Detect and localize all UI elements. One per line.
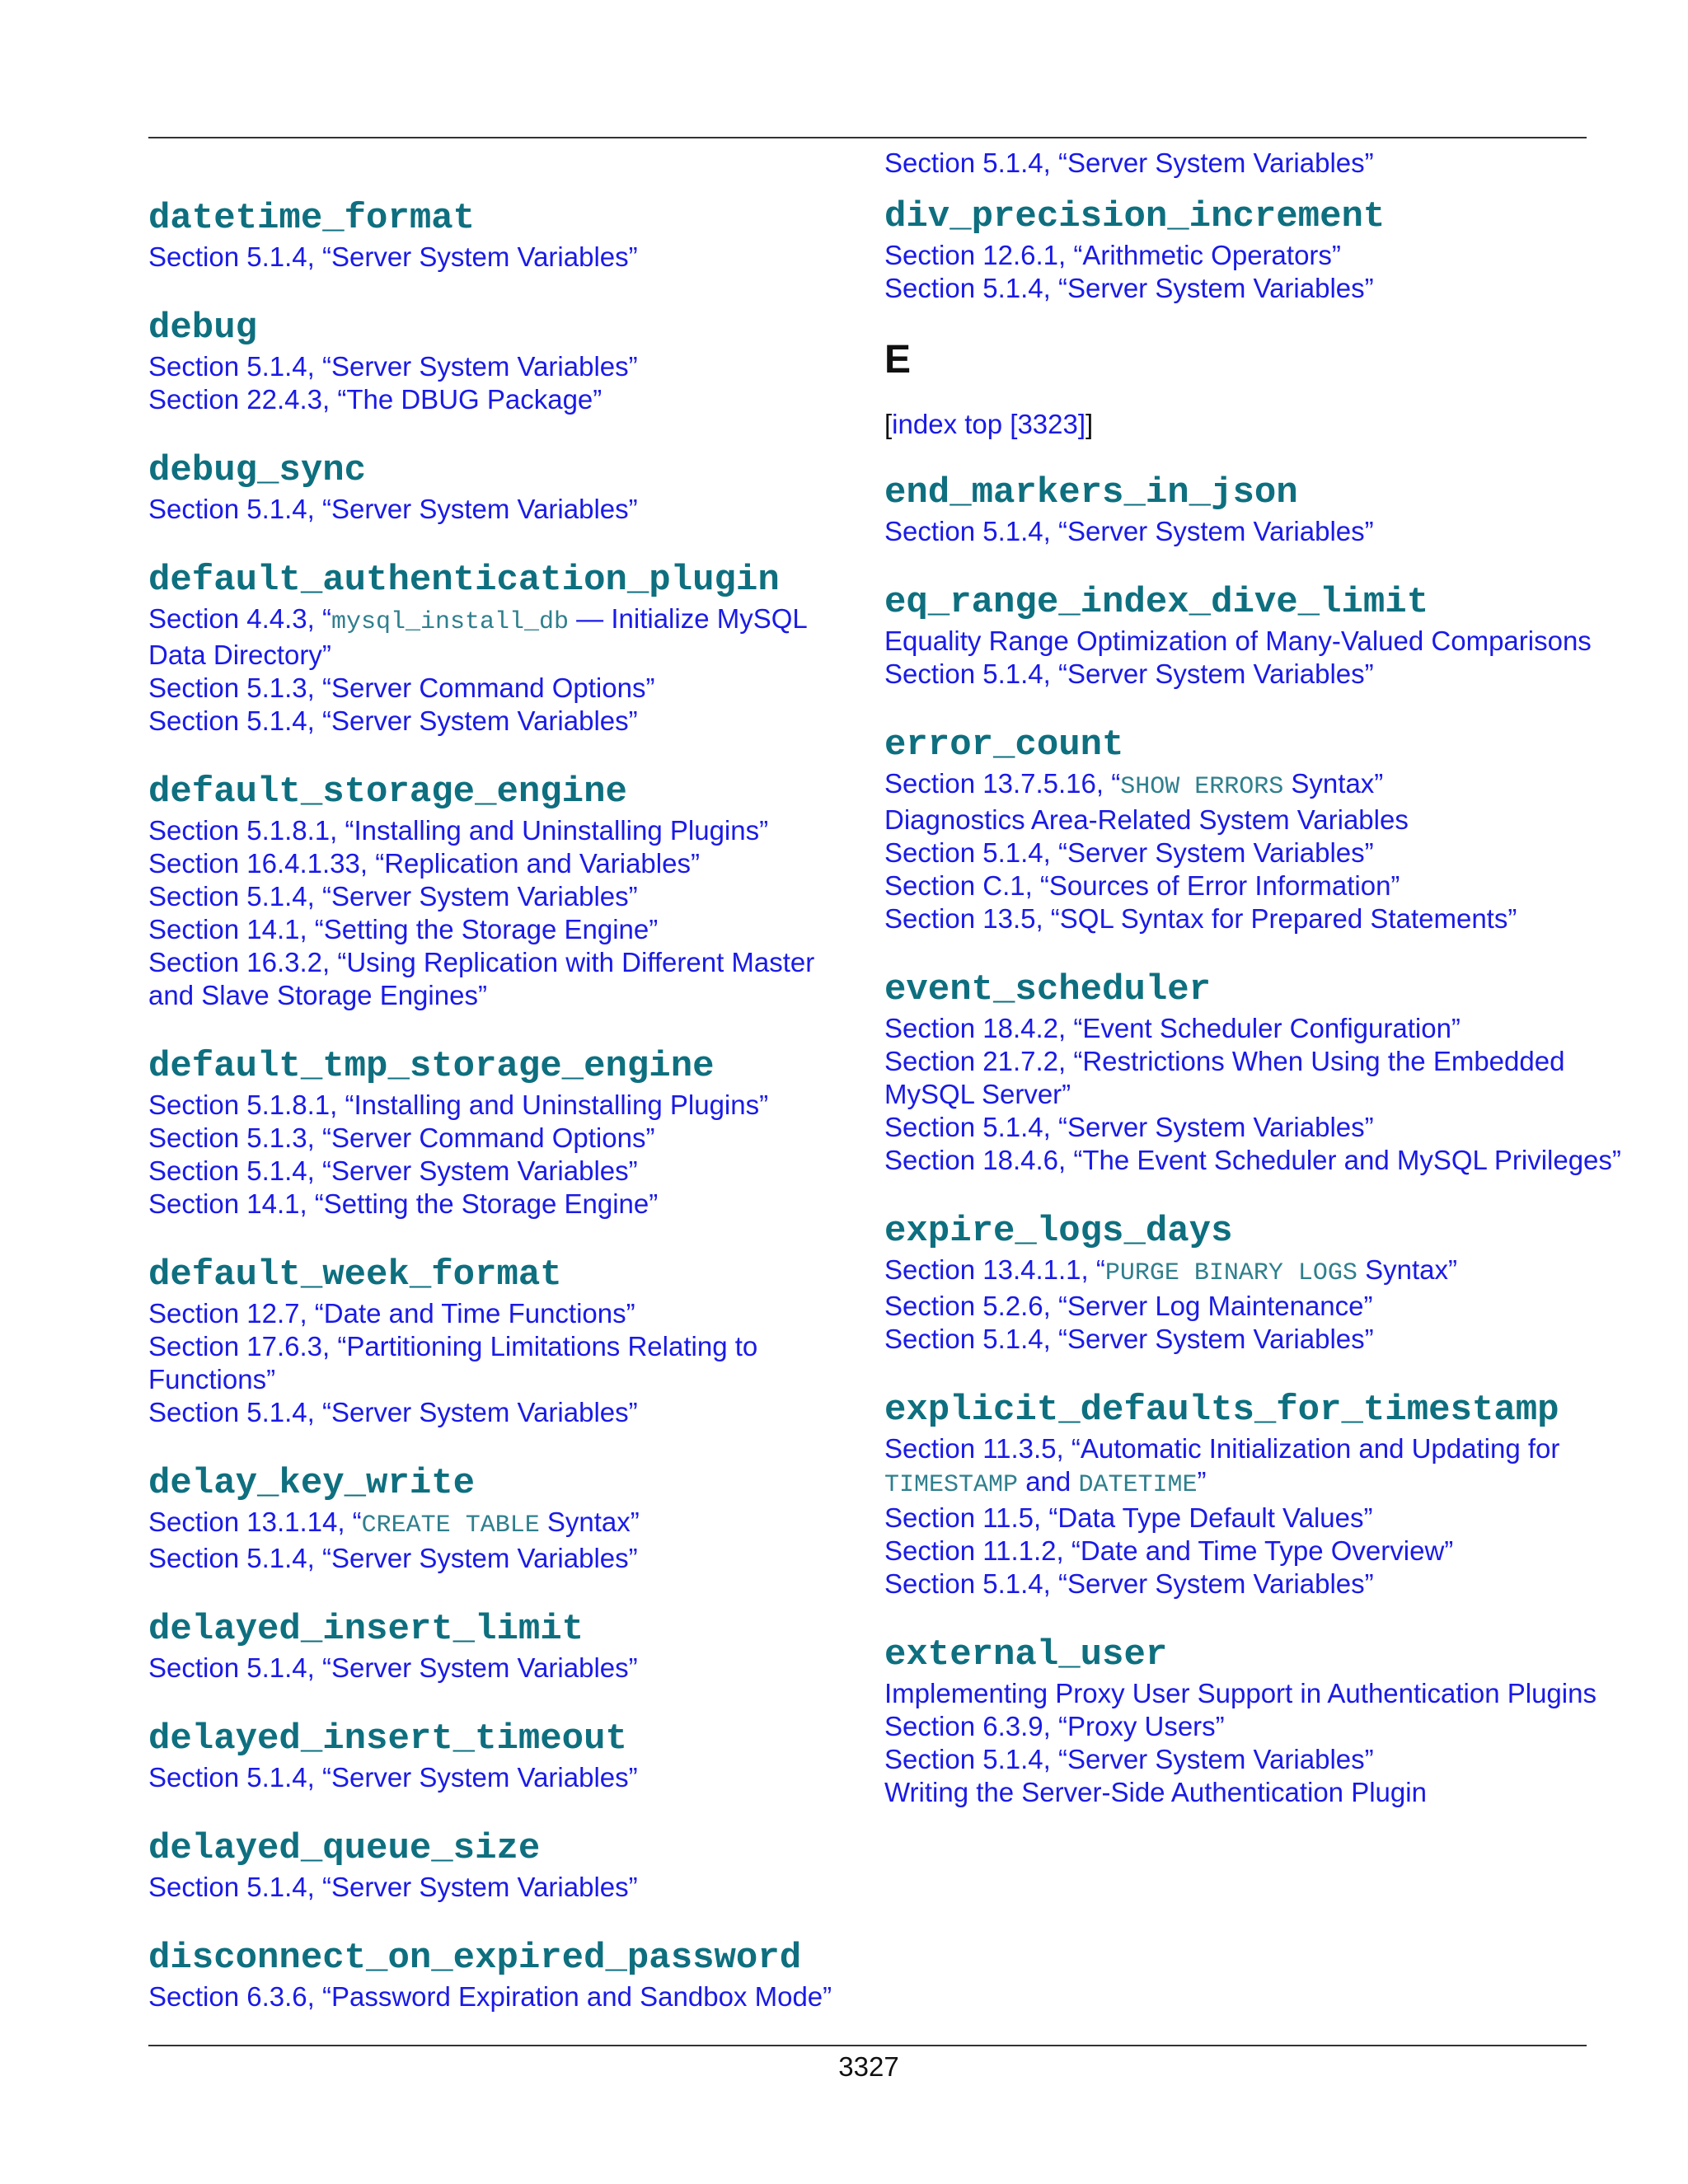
index-reference-link[interactable] bbox=[884, 1111, 1626, 1144]
index-reference-link[interactable] bbox=[148, 913, 857, 946]
index-nav-close-bracket: ] bbox=[1085, 409, 1094, 439]
reference-text: Syntax” bbox=[1357, 1254, 1457, 1285]
reference-text: Section 5.1.3, “Server Command Options” bbox=[148, 673, 655, 703]
index-column-left bbox=[148, 196, 857, 2046]
reference-text: Section 14.1, “Setting the Storage Engine” bbox=[148, 1188, 659, 1219]
reference-text: and bbox=[1018, 1466, 1079, 1497]
index-term: explicit_defaults_for_timestamp bbox=[884, 1390, 1559, 1431]
index-reference-link[interactable] bbox=[148, 1155, 857, 1188]
code-literal: PURGE BINARY LOGS bbox=[1104, 1259, 1357, 1287]
index-reference-link[interactable] bbox=[884, 515, 1626, 548]
index-term: disconnect_on_expired_password bbox=[148, 1938, 802, 1979]
reference-text: Section 5.1.4, “Server System Variables” bbox=[148, 1762, 638, 1793]
index-entry bbox=[148, 1461, 857, 1575]
index-reference-link[interactable] bbox=[148, 241, 857, 274]
code-literal: mysql_install_db bbox=[331, 608, 570, 636]
reference-text: Section 22.4.3, “The DBUG Package” bbox=[148, 384, 603, 415]
index-entry bbox=[148, 770, 857, 1012]
reference-text: Section 16.4.1.33, “Replication and Variables” bbox=[148, 848, 700, 879]
index-reference-link[interactable] bbox=[884, 1677, 1626, 1710]
index-reference-link[interactable] bbox=[884, 272, 1626, 305]
reference-text: Section 13.1.14, “ bbox=[148, 1507, 362, 1537]
index-term: default_authentication_plugin bbox=[148, 560, 780, 601]
reference-text: Section 18.4.2, “Event Scheduler Configuration” bbox=[884, 1013, 1461, 1043]
index-reference-link[interactable] bbox=[148, 602, 857, 672]
index-reference-link[interactable] bbox=[884, 1254, 1626, 1290]
index-top-nav bbox=[884, 408, 1626, 441]
reference-text: Diagnostics Area-Related System Variables bbox=[884, 804, 1409, 835]
index-entry bbox=[884, 471, 1626, 548]
index-reference-link[interactable] bbox=[884, 1290, 1626, 1323]
index-entry bbox=[148, 448, 857, 526]
index-term: delayed_insert_limit bbox=[148, 1609, 584, 1650]
index-reference-link[interactable] bbox=[884, 1502, 1626, 1535]
index-reference-link[interactable] bbox=[884, 1144, 1626, 1177]
index-reference-link[interactable] bbox=[148, 1506, 857, 1542]
reference-text: Section 5.1.4, “Server System Variables” bbox=[148, 705, 638, 736]
reference-text: Section 6.3.6, “Password Expiration and Sandbox Mode” bbox=[148, 1981, 832, 2012]
index-reference-link[interactable] bbox=[148, 946, 857, 1012]
index-reference-link[interactable] bbox=[884, 869, 1626, 902]
index-reference-link[interactable] bbox=[148, 1542, 857, 1575]
index-reference-link[interactable] bbox=[884, 1776, 1626, 1809]
index-nav-open-bracket: [ bbox=[884, 409, 893, 439]
code-literal: TIMESTAMP bbox=[884, 1471, 1019, 1499]
footer-rule bbox=[148, 2045, 1587, 2046]
index-reference-link[interactable] bbox=[884, 767, 1626, 804]
reference-text: Section 12.6.1, “Arithmetic Operators” bbox=[884, 240, 1341, 270]
index-entry bbox=[884, 1633, 1626, 1809]
reference-text: Section 5.1.8.1, “Installing and Uninstalling Plugins” bbox=[148, 815, 769, 846]
index-term: expire_logs_days bbox=[884, 1211, 1233, 1252]
index-reference-link[interactable] bbox=[148, 1652, 857, 1685]
index-entry bbox=[148, 1607, 857, 1685]
index-column-right bbox=[884, 148, 1626, 1841]
index-entry bbox=[148, 196, 857, 274]
index-reference-link[interactable] bbox=[884, 239, 1626, 272]
index-entry bbox=[148, 306, 857, 416]
reference-text: Section 14.1, “Setting the Storage Engine” bbox=[148, 914, 659, 944]
index-reference-link[interactable] bbox=[884, 1535, 1626, 1568]
index-entry bbox=[148, 1936, 857, 2013]
reference-text: Section 18.4.6, “The Event Scheduler and MySQL Privileges” bbox=[884, 1145, 1621, 1175]
index-reference-link[interactable] bbox=[148, 672, 857, 705]
reference-text: ” bbox=[1197, 1466, 1207, 1497]
reference-text: Section 4.4.3, “ bbox=[148, 603, 331, 634]
index-entry bbox=[884, 723, 1626, 935]
index-entry bbox=[148, 1253, 857, 1429]
page-number: 3327 bbox=[838, 2051, 899, 2082]
index-reference-link[interactable] bbox=[884, 837, 1626, 869]
reference-text: Writing the Server-Side Authentication Plugin bbox=[884, 1777, 1427, 1807]
index-reference-link[interactable] bbox=[884, 1323, 1626, 1356]
reference-text: Section 13.5, “SQL Syntax for Prepared Statements” bbox=[884, 903, 1517, 934]
index-reference-link[interactable] bbox=[884, 1432, 1626, 1502]
reference-text: Section 5.1.4, “Server System Variables” bbox=[884, 1324, 1374, 1354]
index-reference-link[interactable] bbox=[148, 1396, 857, 1429]
index-term: default_storage_engine bbox=[148, 771, 627, 813]
reference-text: Section 5.1.4, “Server System Variables” bbox=[148, 881, 638, 912]
index-reference-link[interactable] bbox=[148, 847, 857, 880]
index-reference-link[interactable] bbox=[884, 147, 1626, 180]
reference-text: Section 5.1.8.1, “Installing and Uninstalling Plugins” bbox=[148, 1090, 769, 1120]
reference-text: Section 6.3.9, “Proxy Users” bbox=[884, 1711, 1225, 1741]
reference-text: Section 5.1.4, “Server System Variables” bbox=[148, 1155, 638, 1186]
reference-text: Section 12.7, “Date and Time Functions” bbox=[148, 1298, 635, 1329]
index-term: default_week_format bbox=[148, 1254, 562, 1296]
continued-entry bbox=[884, 147, 1626, 180]
index-entry bbox=[884, 968, 1626, 1177]
code-literal: SHOW ERRORS bbox=[1120, 773, 1284, 801]
reference-text: — Initialize MySQL Data Directory” bbox=[148, 603, 807, 670]
index-reference-link[interactable] bbox=[884, 1568, 1626, 1601]
index-term: eq_range_index_dive_limit bbox=[884, 582, 1429, 623]
index-reference-link[interactable] bbox=[884, 902, 1626, 935]
index-entry bbox=[148, 1826, 857, 1904]
index-reference-link[interactable] bbox=[884, 1743, 1626, 1776]
index-reference-link[interactable] bbox=[148, 1761, 857, 1794]
index-reference-link[interactable] bbox=[884, 625, 1626, 658]
reference-text: Section C.1, “Sources of Error Information” bbox=[884, 870, 1400, 901]
index-term: delayed_queue_size bbox=[148, 1828, 541, 1869]
index-term: delay_key_write bbox=[148, 1463, 476, 1504]
reference-text: Section 5.1.3, “Server Command Options” bbox=[148, 1122, 655, 1153]
code-literal: DATETIME bbox=[1078, 1471, 1198, 1499]
header-rule bbox=[148, 137, 1587, 138]
reference-text: Syntax” bbox=[539, 1507, 640, 1537]
index-entry bbox=[148, 1717, 857, 1794]
reference-text: Section 11.5, “Data Type Default Values” bbox=[884, 1502, 1373, 1533]
reference-text: Equality Range Optimization of Many-Valued Comparisons bbox=[884, 626, 1592, 656]
index-reference-link[interactable] bbox=[148, 1297, 857, 1330]
reference-text: Section 17.6.3, “Partitioning Limitations Relating to Functions” bbox=[148, 1331, 758, 1394]
index-reference-link[interactable] bbox=[148, 1089, 857, 1122]
index-term: error_count bbox=[884, 724, 1124, 766]
reference-text: Section 5.1.4, “Server System Variables” bbox=[884, 837, 1374, 868]
index-reference-link[interactable] bbox=[148, 1188, 857, 1221]
index-reference-link[interactable] bbox=[148, 493, 857, 526]
reference-text: Section 11.1.2, “Date and Time Type Overview” bbox=[884, 1535, 1454, 1566]
reference-text: Section 11.3.5, “Automatic Initialization and Updating for bbox=[884, 1433, 1560, 1464]
section-letter-heading: E bbox=[884, 338, 912, 382]
index-reference-link[interactable] bbox=[148, 1980, 857, 2013]
index-term: div_precision_increment bbox=[884, 196, 1386, 237]
index-entries-e bbox=[884, 471, 1626, 1809]
reference-text: Section 5.1.4, “Server System Variables” bbox=[884, 1568, 1374, 1599]
index-term: delayed_insert_timeout bbox=[148, 1718, 627, 1760]
reference-text: Implementing Proxy User Support in Authentication Plugins bbox=[884, 1678, 1597, 1708]
index-entry bbox=[148, 1044, 857, 1221]
index-term: datetime_format bbox=[148, 198, 476, 239]
reference-text: Section 16.3.2, “Using Replication with Different Master and Slave Storage Engines” bbox=[148, 947, 815, 1010]
index-entry bbox=[884, 1209, 1626, 1356]
index-reference-link[interactable] bbox=[884, 1012, 1626, 1045]
reference-text: Section 13.4.1.1, “ bbox=[884, 1254, 1105, 1285]
index-reference-link[interactable] bbox=[884, 1045, 1626, 1111]
index-reference-link[interactable] bbox=[148, 350, 857, 383]
index-reference-link[interactable] bbox=[148, 1330, 857, 1396]
reference-text: Section 5.1.4, “Server System Variables” bbox=[148, 1543, 638, 1573]
reference-text: Section 5.1.4, “Server System Variables” bbox=[884, 1744, 1374, 1774]
index-top-link[interactable]: index top [3323] bbox=[892, 409, 1086, 439]
reference-text: Section 5.1.4, “Server System Variables” bbox=[884, 1112, 1374, 1142]
index-reference-link[interactable] bbox=[884, 658, 1626, 691]
index-term: end_markers_in_json bbox=[884, 472, 1298, 513]
index-reference-link[interactable] bbox=[884, 804, 1626, 837]
reference-text: Section 13.7.5.16, “ bbox=[884, 768, 1121, 799]
code-literal: CREATE TABLE bbox=[361, 1511, 540, 1540]
reference-text: Section 5.1.4, “Server System Variables” bbox=[148, 241, 638, 272]
index-reference-link[interactable] bbox=[884, 1710, 1626, 1743]
reference-text: Section 5.1.4, “Server System Variables” bbox=[884, 273, 1374, 303]
index-entry bbox=[884, 194, 1626, 305]
reference-text: Section 5.1.4, “Server System Variables” bbox=[148, 1652, 638, 1683]
index-reference-link[interactable] bbox=[148, 880, 857, 913]
reference-text: Section 5.1.4, “Server System Variables” bbox=[884, 516, 1374, 546]
index-term: debug bbox=[148, 307, 258, 349]
index-reference-link[interactable] bbox=[148, 1122, 857, 1155]
index-reference-link[interactable] bbox=[148, 1871, 857, 1904]
reference-text: Section 5.1.4, “Server System Variables” bbox=[884, 148, 1374, 178]
index-reference-link[interactable] bbox=[148, 814, 857, 847]
reference-text: Section 5.1.4, “Server System Variables” bbox=[148, 351, 638, 382]
index-reference-link[interactable] bbox=[148, 383, 857, 416]
index-entry bbox=[148, 558, 857, 738]
index-entries-d-continued bbox=[884, 194, 1626, 305]
index-term: external_user bbox=[884, 1634, 1168, 1675]
reference-text: Section 5.2.6, “Server Log Maintenance” bbox=[884, 1291, 1373, 1321]
index-term: default_tmp_storage_engine bbox=[148, 1046, 715, 1087]
index-entry bbox=[884, 580, 1626, 691]
index-reference-link[interactable] bbox=[148, 705, 857, 738]
reference-text: Section 5.1.4, “Server System Variables” bbox=[148, 1872, 638, 1902]
index-entry bbox=[884, 1388, 1626, 1601]
reference-text: Section 21.7.2, “Restrictions When Using the Embedded MySQL Server” bbox=[884, 1046, 1565, 1109]
reference-text: Syntax” bbox=[1283, 768, 1384, 799]
index-term: event_scheduler bbox=[884, 969, 1212, 1010]
reference-text: Section 5.1.4, “Server System Variables” bbox=[884, 658, 1374, 689]
index-term: debug_sync bbox=[148, 450, 367, 491]
reference-text: Section 5.1.4, “Server System Variables” bbox=[148, 1397, 638, 1427]
reference-text: Section 5.1.4, “Server System Variables” bbox=[148, 494, 638, 524]
